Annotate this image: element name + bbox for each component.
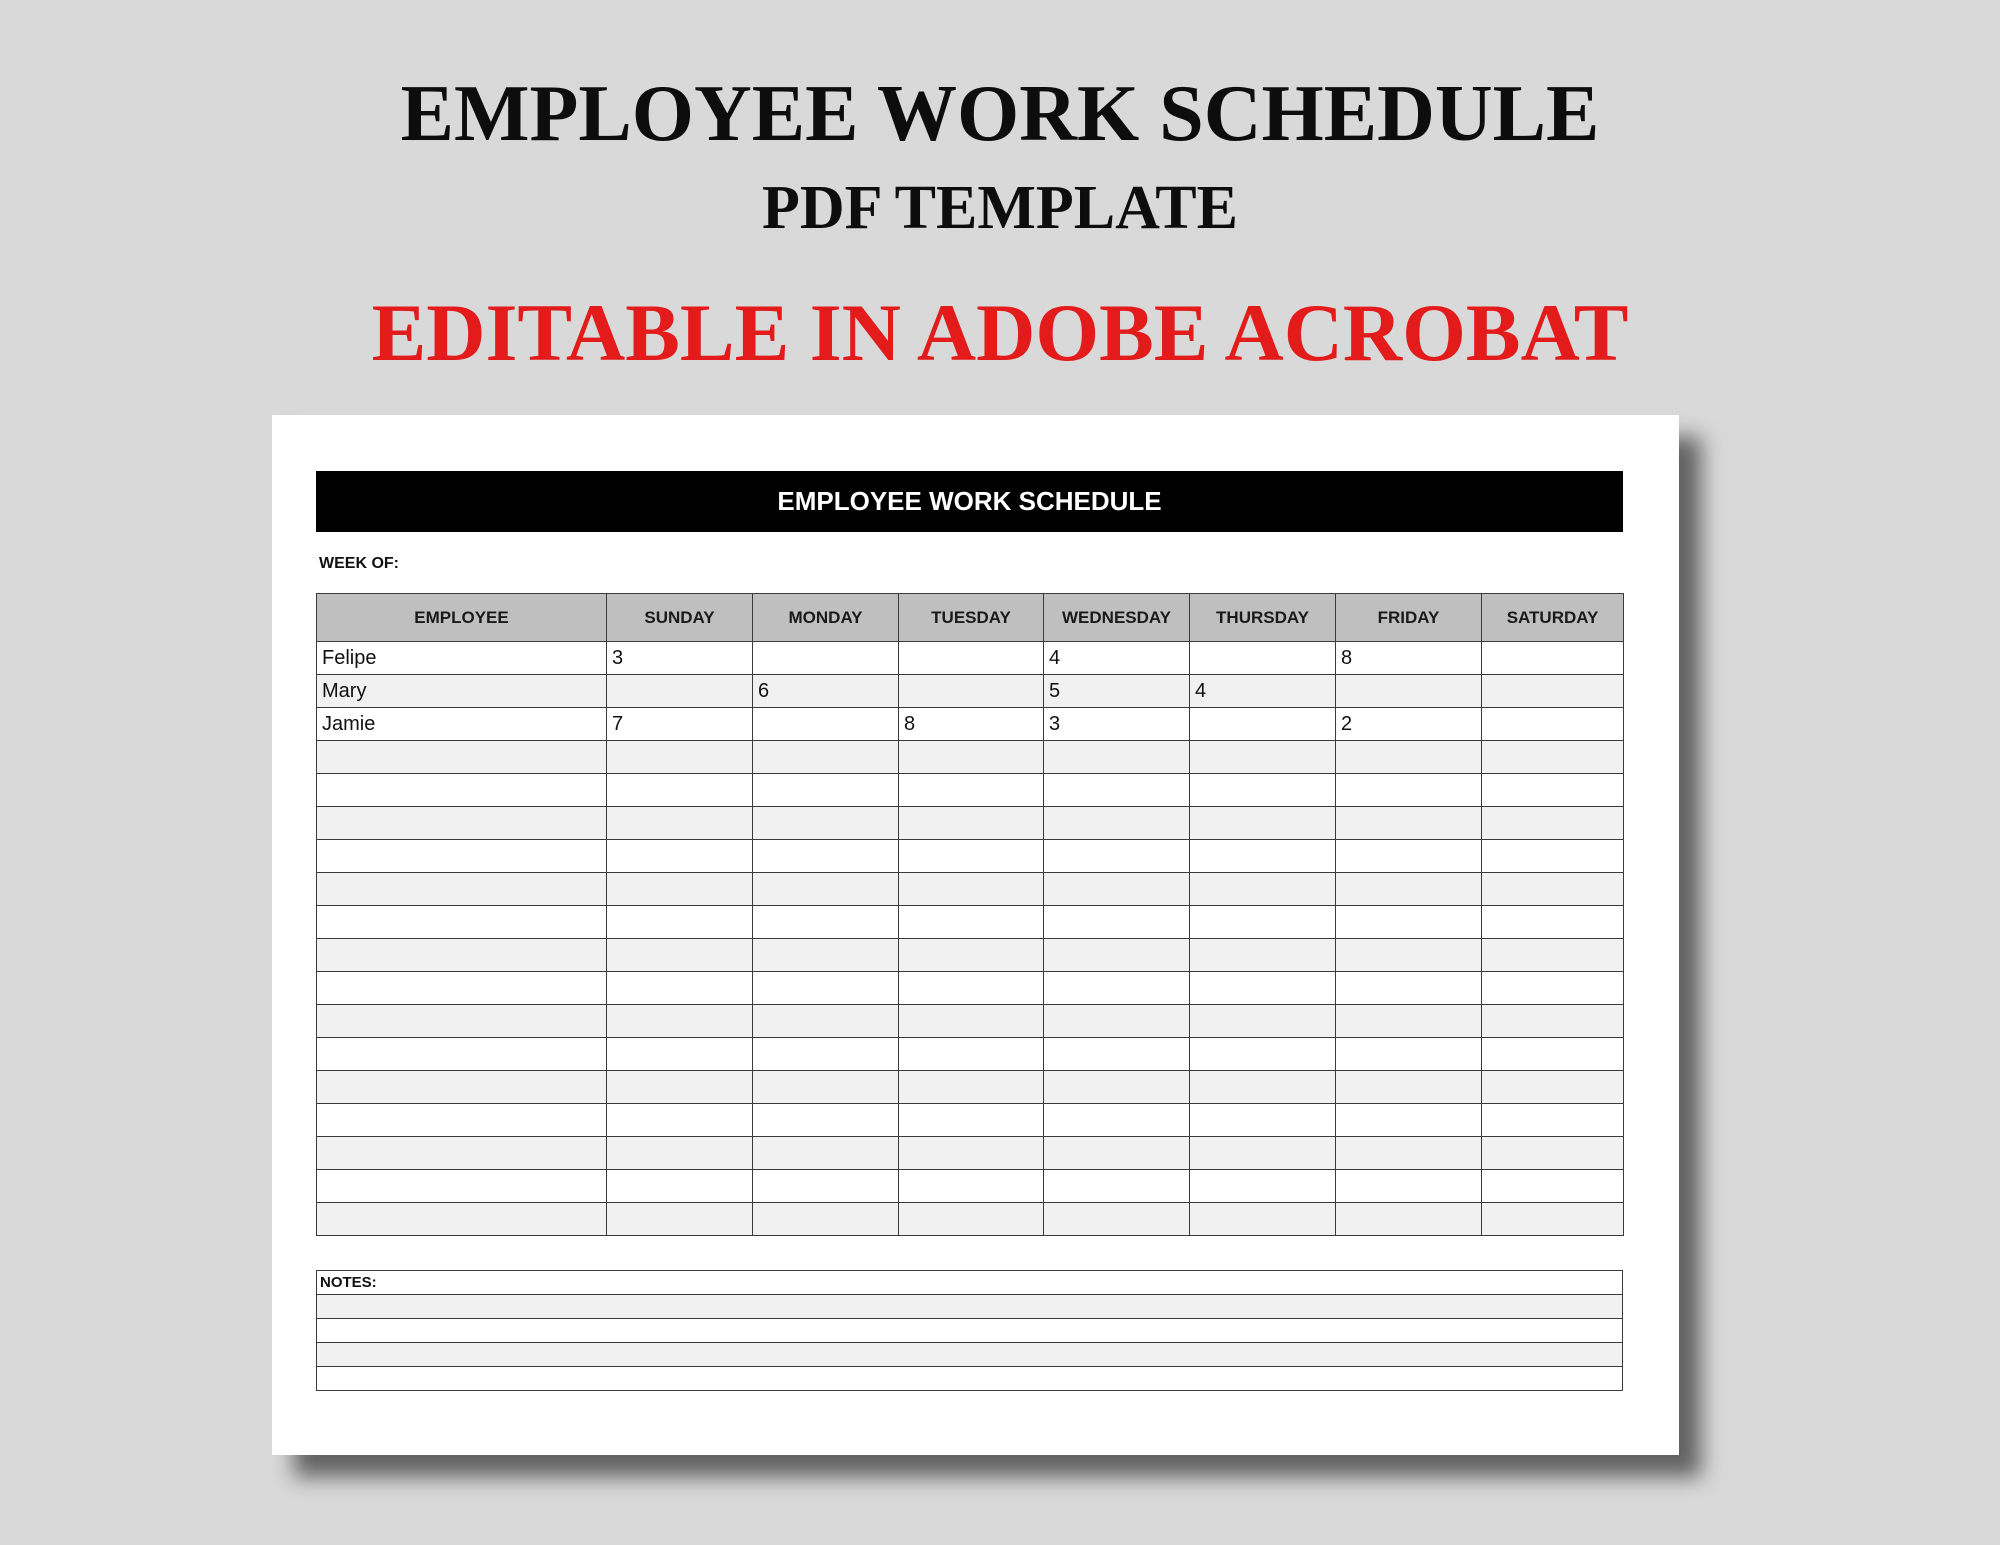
cell-sunday[interactable] (607, 1005, 753, 1038)
cell-monday[interactable] (753, 1170, 899, 1203)
cell-employee[interactable]: Jamie (317, 708, 607, 741)
cell-thursday[interactable] (1190, 708, 1336, 741)
cell-monday[interactable] (753, 873, 899, 906)
cell-wednesday[interactable] (1044, 774, 1190, 807)
notes-line (317, 1295, 1623, 1319)
cell-tuesday[interactable] (899, 642, 1044, 675)
cell-saturday[interactable] (1482, 1137, 1624, 1170)
cell-wednesday[interactable]: 3 (1044, 708, 1190, 741)
table-row (317, 774, 1624, 807)
cell-wednesday[interactable] (1044, 807, 1190, 840)
column-header-monday: MONDAY (753, 594, 899, 642)
cell-wednesday[interactable]: 5 (1044, 675, 1190, 708)
cell-employee[interactable] (317, 1170, 607, 1203)
cell-tuesday[interactable] (899, 1071, 1044, 1104)
notes-line-field[interactable] (317, 1295, 1623, 1319)
cell-employee[interactable] (317, 807, 607, 840)
cell-monday[interactable] (753, 1104, 899, 1137)
cell-sunday[interactable] (607, 675, 753, 708)
table-row (317, 741, 1624, 774)
cell-sunday[interactable]: 7 (607, 708, 753, 741)
promo-subtitle: PDF TEMPLATE (762, 174, 1238, 242)
cell-tuesday[interactable] (899, 840, 1044, 873)
column-header-sunday: SUNDAY (607, 594, 753, 642)
cell-tuesday[interactable] (899, 741, 1044, 774)
cell-employee[interactable] (317, 1071, 607, 1104)
cell-tuesday[interactable] (899, 873, 1044, 906)
column-header-saturday: SATURDAY (1482, 594, 1624, 642)
cell-monday[interactable] (753, 1005, 899, 1038)
cell-monday[interactable] (753, 708, 899, 741)
cell-saturday[interactable] (1482, 873, 1624, 906)
table-row (317, 1203, 1624, 1236)
cell-saturday[interactable] (1482, 1071, 1624, 1104)
cell-thursday[interactable] (1190, 1170, 1336, 1203)
cell-friday[interactable] (1336, 873, 1482, 906)
cell-wednesday[interactable] (1044, 1005, 1190, 1038)
cell-friday[interactable]: 8 (1336, 642, 1482, 675)
cell-wednesday[interactable] (1044, 1071, 1190, 1104)
table-row (317, 1071, 1624, 1104)
cell-wednesday[interactable] (1044, 1137, 1190, 1170)
cell-wednesday[interactable] (1044, 1104, 1190, 1137)
cell-sunday[interactable] (607, 840, 753, 873)
cell-employee[interactable] (317, 1137, 607, 1170)
schedule-banner-title: EMPLOYEE WORK SCHEDULE (316, 471, 1623, 532)
schedule-sheet (272, 415, 1679, 1455)
cell-saturday[interactable] (1482, 840, 1624, 873)
table-row (317, 1137, 1624, 1170)
cell-monday[interactable] (753, 774, 899, 807)
table-row (317, 1005, 1624, 1038)
cell-wednesday[interactable]: 4 (1044, 642, 1190, 675)
cell-saturday[interactable] (1482, 1104, 1624, 1137)
cell-employee[interactable]: Felipe (317, 642, 607, 675)
cell-tuesday[interactable] (899, 1203, 1044, 1236)
cell-wednesday[interactable] (1044, 906, 1190, 939)
cell-saturday[interactable] (1482, 708, 1624, 741)
cell-thursday[interactable] (1190, 807, 1336, 840)
cell-tuesday[interactable] (899, 972, 1044, 1005)
cell-friday[interactable] (1336, 906, 1482, 939)
cell-sunday[interactable] (607, 807, 753, 840)
cell-friday[interactable] (1336, 1104, 1482, 1137)
cell-thursday[interactable] (1190, 1104, 1336, 1137)
cell-thursday[interactable] (1190, 1071, 1336, 1104)
cell-saturday[interactable] (1482, 1203, 1624, 1236)
table-row (317, 1170, 1624, 1203)
cell-thursday[interactable] (1190, 1005, 1336, 1038)
cell-wednesday[interactable] (1044, 741, 1190, 774)
cell-employee[interactable]: Mary (317, 675, 607, 708)
cell-wednesday[interactable] (1044, 1038, 1190, 1071)
cell-sunday[interactable]: 3 (607, 642, 753, 675)
cell-saturday[interactable] (1482, 642, 1624, 675)
schedule-body (317, 642, 1624, 1236)
cell-employee[interactable] (317, 1104, 607, 1137)
cell-saturday[interactable] (1482, 972, 1624, 1005)
cell-thursday[interactable] (1190, 906, 1336, 939)
promo-tagline: EDITABLE IN ADOBE ACROBAT (371, 287, 1629, 378)
column-header-thursday: THURSDAY (1190, 594, 1336, 642)
notes-line (317, 1343, 1623, 1367)
cell-sunday[interactable] (607, 1038, 753, 1071)
cell-saturday[interactable] (1482, 741, 1624, 774)
cell-sunday[interactable] (607, 873, 753, 906)
cell-employee[interactable] (317, 873, 607, 906)
cell-sunday[interactable] (607, 1137, 753, 1170)
cell-thursday[interactable] (1190, 1137, 1336, 1170)
cell-friday[interactable] (1336, 1137, 1482, 1170)
cell-monday[interactable]: 6 (753, 675, 899, 708)
cell-friday[interactable] (1336, 972, 1482, 1005)
cell-monday[interactable] (753, 1071, 899, 1104)
cell-friday[interactable]: 2 (1336, 708, 1482, 741)
cell-monday[interactable] (753, 906, 899, 939)
cell-friday[interactable] (1336, 807, 1482, 840)
cell-sunday[interactable] (607, 741, 753, 774)
cell-employee[interactable] (317, 972, 607, 1005)
cell-tuesday[interactable] (899, 939, 1044, 972)
cell-wednesday[interactable] (1044, 873, 1190, 906)
cell-employee[interactable] (317, 1005, 607, 1038)
cell-monday[interactable] (753, 939, 899, 972)
cell-tuesday[interactable] (899, 1137, 1044, 1170)
table-row (317, 675, 1624, 708)
cell-wednesday[interactable] (1044, 972, 1190, 1005)
table-row (317, 1104, 1624, 1137)
cell-thursday[interactable] (1190, 741, 1336, 774)
cell-thursday[interactable] (1190, 1203, 1336, 1236)
cell-wednesday[interactable] (1044, 1170, 1190, 1203)
cell-thursday[interactable]: 4 (1190, 675, 1336, 708)
table-row (317, 939, 1624, 972)
notes-body (317, 1271, 1623, 1391)
cell-monday[interactable] (753, 741, 899, 774)
cell-employee[interactable] (317, 741, 607, 774)
cell-thursday[interactable] (1190, 774, 1336, 807)
cell-wednesday[interactable] (1044, 1203, 1190, 1236)
cell-employee[interactable] (317, 939, 607, 972)
cell-sunday[interactable] (607, 1071, 753, 1104)
table-row (317, 807, 1624, 840)
cell-sunday[interactable] (607, 972, 753, 1005)
cell-thursday[interactable] (1190, 873, 1336, 906)
cell-friday[interactable] (1336, 1071, 1482, 1104)
table-row (317, 972, 1624, 1005)
cell-saturday[interactable] (1482, 906, 1624, 939)
table-row (317, 873, 1624, 906)
week-of-label: WEEK OF: (319, 555, 399, 572)
cell-wednesday[interactable] (1044, 939, 1190, 972)
notes-line (317, 1367, 1623, 1391)
cell-employee[interactable] (317, 840, 607, 873)
cell-saturday[interactable] (1482, 1038, 1624, 1071)
cell-friday[interactable] (1336, 741, 1482, 774)
cell-thursday[interactable] (1190, 642, 1336, 675)
notes-line (317, 1319, 1623, 1343)
cell-employee[interactable] (317, 1203, 607, 1236)
cell-friday[interactable] (1336, 675, 1482, 708)
cell-saturday[interactable] (1482, 1005, 1624, 1038)
cell-monday[interactable] (753, 972, 899, 1005)
cell-employee[interactable] (317, 1038, 607, 1071)
cell-friday[interactable] (1336, 774, 1482, 807)
cell-saturday[interactable] (1482, 939, 1624, 972)
cell-tuesday[interactable] (899, 1005, 1044, 1038)
cell-friday[interactable] (1336, 1203, 1482, 1236)
cell-friday[interactable] (1336, 939, 1482, 972)
cell-tuesday[interactable] (899, 1170, 1044, 1203)
column-header-wednesday: WEDNESDAY (1044, 594, 1190, 642)
cell-monday[interactable] (753, 1137, 899, 1170)
cell-tuesday[interactable]: 8 (899, 708, 1044, 741)
table-row (317, 840, 1624, 873)
cell-thursday[interactable] (1190, 840, 1336, 873)
cell-sunday[interactable] (607, 939, 753, 972)
cell-saturday[interactable] (1482, 774, 1624, 807)
cell-tuesday[interactable] (899, 774, 1044, 807)
cell-saturday[interactable] (1482, 807, 1624, 840)
notes-line-field[interactable] (317, 1367, 1623, 1391)
table-row (317, 708, 1624, 741)
cell-sunday[interactable] (607, 1104, 753, 1137)
cell-thursday[interactable] (1190, 1038, 1336, 1071)
cell-friday[interactable] (1336, 840, 1482, 873)
table-row (317, 906, 1624, 939)
notes-label: NOTES: (317, 1271, 1623, 1295)
cell-saturday[interactable] (1482, 1170, 1624, 1203)
cell-tuesday[interactable] (899, 906, 1044, 939)
cell-employee[interactable] (317, 774, 607, 807)
cell-monday[interactable] (753, 840, 899, 873)
cell-wednesday[interactable] (1044, 840, 1190, 873)
cell-sunday[interactable] (607, 906, 753, 939)
table-row (317, 1038, 1624, 1071)
cell-monday[interactable] (753, 642, 899, 675)
notes-table (316, 1270, 1623, 1391)
cell-tuesday[interactable] (899, 1104, 1044, 1137)
cell-employee[interactable] (317, 906, 607, 939)
promo-title: EMPLOYEE WORK SCHEDULE (400, 70, 1600, 158)
cell-monday[interactable] (753, 1203, 899, 1236)
cell-monday[interactable] (753, 807, 899, 840)
cell-friday[interactable] (1336, 1170, 1482, 1203)
cell-tuesday[interactable] (899, 1038, 1044, 1071)
notes-line-field[interactable] (317, 1343, 1623, 1367)
cell-tuesday[interactable] (899, 675, 1044, 708)
schedule-header-row (317, 594, 1624, 642)
column-header-tuesday: TUESDAY (899, 594, 1044, 642)
cell-thursday[interactable] (1190, 972, 1336, 1005)
schedule-table (316, 593, 1624, 1236)
cell-sunday[interactable] (607, 774, 753, 807)
notes-label-row (317, 1271, 1623, 1295)
cell-friday[interactable] (1336, 1005, 1482, 1038)
cell-thursday[interactable] (1190, 939, 1336, 972)
column-header-employee: EMPLOYEE (317, 594, 607, 642)
cell-sunday[interactable] (607, 1170, 753, 1203)
cell-saturday[interactable] (1482, 675, 1624, 708)
cell-tuesday[interactable] (899, 807, 1044, 840)
table-row (317, 642, 1624, 675)
notes-line-field[interactable] (317, 1319, 1623, 1343)
column-header-friday: FRIDAY (1336, 594, 1482, 642)
cell-friday[interactable] (1336, 1038, 1482, 1071)
cell-monday[interactable] (753, 1038, 899, 1071)
cell-sunday[interactable] (607, 1203, 753, 1236)
